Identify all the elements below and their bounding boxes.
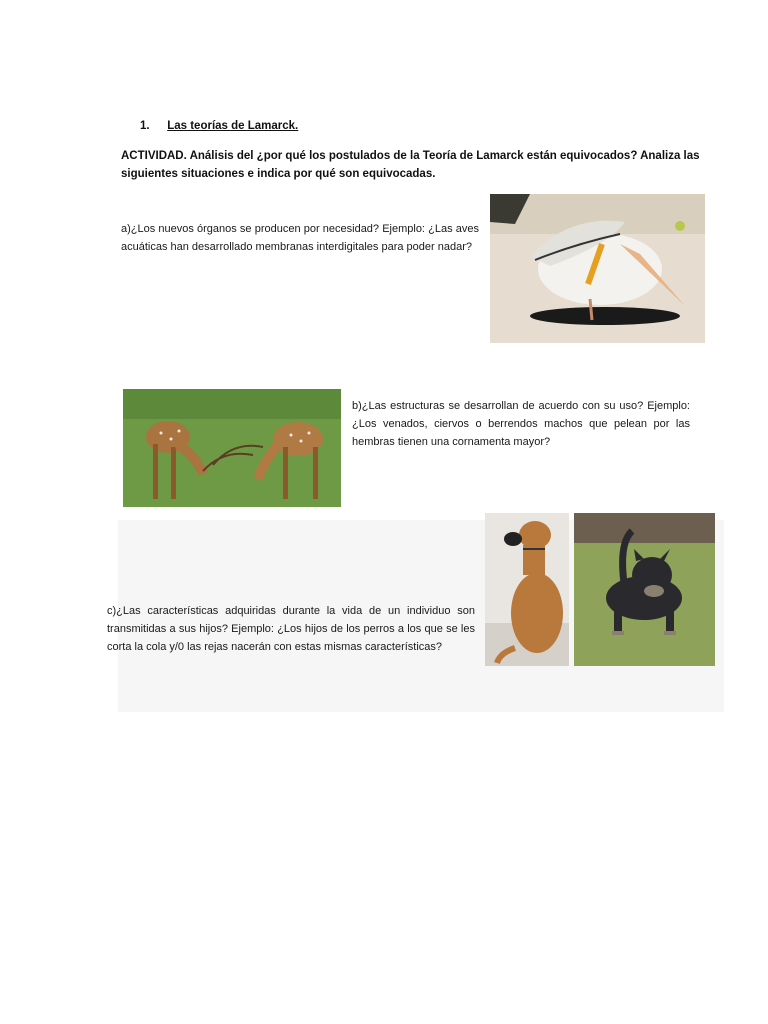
schnauzer-dog-photo — [574, 513, 715, 666]
question-a: a)¿Los nuevos órganos se producen por necesidad? Ejemplo: ¿Las aves acuáticas han desarrollado membranas interdigitales para poder nadar? — [121, 223, 479, 253]
fighting-deer-photo — [123, 389, 341, 507]
boxer-dog-photo — [485, 513, 569, 666]
section-number: 1. — [140, 120, 150, 132]
section-title: Las teorías de Lamarck. — [167, 120, 299, 132]
activity-instructions: ACTIVIDAD. Análisis del ¿por qué los postulados de la Teoría de Lamarck están equivocados? Analiza las siguientes situaciones e indica por qué son equivocadas. — [121, 150, 700, 180]
pelican-photo — [490, 194, 705, 343]
question-b: b)¿Las estructuras se desarrollan de acuerdo con su uso? Ejemplo: ¿Los venados, ciervos o berrendos machos que pelean por las hembras tienen una cornamenta mayor? — [352, 400, 690, 448]
question-c: c)¿Las características adquiridas durante la vida de un individuo son transmitidas a sus hijos? Ejemplo: ¿Los hijos de los perros a los que se les corta la cola y/0 las rejas nacerán con estas mismas características? — [107, 605, 475, 653]
section-heading — [140, 120, 298, 132]
